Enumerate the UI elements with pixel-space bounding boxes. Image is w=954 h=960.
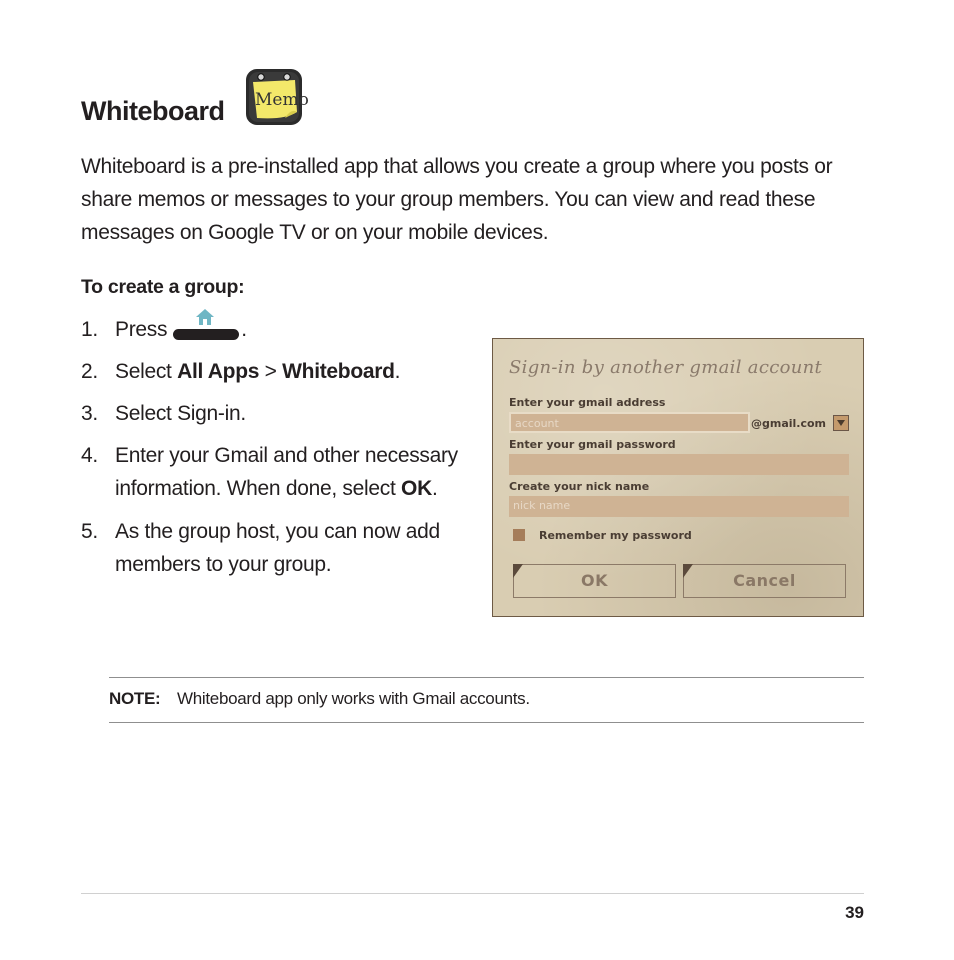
step-number: 5.: [81, 520, 98, 543]
note-text: Whiteboard app only works with Gmail accounts.: [177, 689, 530, 708]
cancel-button-label: Cancel: [733, 571, 796, 590]
gmail-address-placeholder: account: [515, 417, 559, 430]
page-title: Whiteboard: [81, 96, 225, 126]
memo-icon-text: Memo: [255, 90, 309, 110]
domain-dropdown-icon[interactable]: [833, 415, 849, 431]
step-text: Enter your Gmail and other necessary: [115, 444, 458, 467]
step-text-end: .: [431, 477, 438, 500]
gmail-domain-suffix: @gmail.com: [751, 417, 827, 430]
page-number: 39: [845, 903, 864, 922]
note-top-rule: [109, 677, 864, 678]
footer-rule: [81, 893, 864, 894]
intro-paragraph: Whiteboard is a pre-installed app that allows you create a group where you posts or share memos or messages to your group members. You can view and read these messages on Google TV or on your mobile devices.: [81, 155, 833, 244]
nick-name-placeholder: nick name: [513, 499, 571, 512]
step-text: Select Sign-in.: [115, 402, 246, 425]
ok-label: OK: [401, 477, 432, 500]
gmail-password-label: Enter your gmail password: [509, 438, 676, 451]
step-2: [81, 355, 400, 388]
note-bottom-rule: [109, 722, 864, 723]
nick-name-label: Create your nick name: [509, 480, 650, 493]
all-apps-label: All Apps: [177, 360, 260, 383]
step-3: [81, 397, 246, 430]
step-number: 2.: [81, 360, 98, 383]
whiteboard-label: Whiteboard: [282, 360, 395, 383]
gmail-password-input[interactable]: [509, 454, 849, 475]
step-1: [81, 313, 247, 346]
remember-password-checkbox[interactable]: [513, 529, 525, 541]
gmail-address-label: Enter your gmail address: [509, 396, 666, 409]
step-number: 4.: [81, 444, 98, 467]
note-label: NOTE:: [109, 689, 161, 708]
dialog-title: Sign-in by another gmail account: [509, 357, 823, 378]
step-text-end: .: [241, 318, 247, 341]
step-text: Select: [115, 360, 178, 383]
step-5: [81, 515, 440, 581]
step-4: [81, 439, 458, 505]
step-number: 3.: [81, 402, 98, 425]
step-text: As the group host, you can now add: [115, 520, 440, 543]
remember-password-label: Remember my password: [539, 529, 692, 542]
cancel-button[interactable]: [683, 564, 846, 598]
ok-button-label: OK: [581, 571, 608, 590]
home-button-icon: [173, 320, 239, 340]
memo-app-icon: [245, 68, 309, 126]
step-text-end: .: [394, 360, 401, 383]
step-separator: >: [259, 360, 283, 383]
step-text-cont: information. When done, select: [115, 477, 402, 500]
ok-button[interactable]: [513, 564, 676, 598]
step-text: Press: [115, 318, 168, 341]
step-number: 1.: [81, 318, 98, 341]
step-text-cont: members to your group.: [115, 553, 332, 576]
gmail-address-input[interactable]: [509, 412, 750, 433]
sign-in-dialog: [492, 338, 864, 617]
section-subheading: To create a group:: [81, 276, 245, 298]
nick-name-input[interactable]: [509, 496, 849, 517]
